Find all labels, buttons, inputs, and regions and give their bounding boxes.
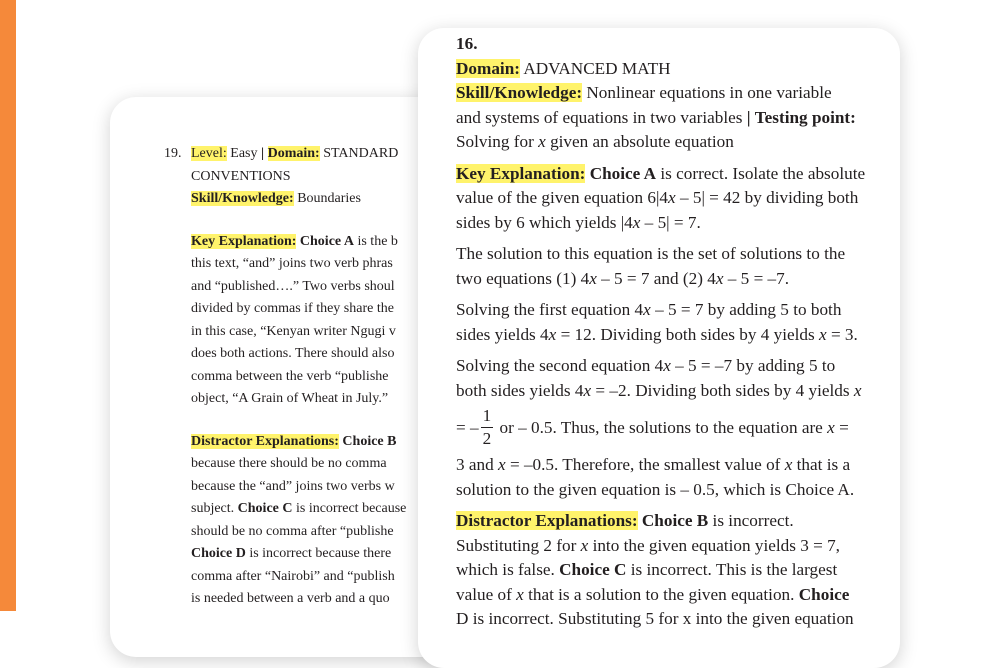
skill-label: Skill/Knowledge: <box>456 83 583 102</box>
skill-label: Skill/Knowledge: <box>191 191 294 206</box>
distractor-line: Distractor Explanations: Choice B is incorrect. <box>456 511 794 530</box>
key-explanation-label: Key Explanation: <box>456 163 586 183</box>
level-label: Level: <box>191 146 227 161</box>
skill-line: Skill/Knowledge: Boundaries <box>191 191 361 206</box>
orange-accent-stripe <box>0 0 16 611</box>
front-answer-card <box>418 28 900 668</box>
key-explanation-label: Key Explanation: <box>191 233 297 249</box>
fraction-line: = – $\frac{1}{2}$ or – 0.5. Thus, the solutions to the equation are x = <box>456 405 849 448</box>
key-explanation-line: Key Explanation: Choice A is the b <box>191 233 398 249</box>
domain-line <box>456 57 888 82</box>
testing-point-value: Solving for x given an absolute equation <box>456 132 734 151</box>
distractor-line: Distractor Explanations: Choice B <box>191 433 397 449</box>
distractor-label: Distractor Explanations: <box>456 511 638 530</box>
question-number: 16. <box>456 34 478 53</box>
domain-value: STANDARD <box>323 146 399 161</box>
testing-point-label: Testing point: <box>754 107 856 127</box>
distractor-label: Distractor Explanations: <box>191 433 339 449</box>
level-value: Easy <box>230 146 258 161</box>
fraction-one-half: $\frac{1}{2}$ <box>482 405 492 448</box>
key-explanation-line: Key Explanation: Choice A is correct. Isolate the absolute <box>456 163 866 183</box>
question-16-explanation: 16. Domain: ADVANCED MATH Skill/Knowledge: Nonlinear equations in one variable and systems of equations in two variables | Testing point: Solving for x given an absolute equation Key Explanation: Choice A is correct. Isolate the absolute value of the given equation 6|4x – 5| = 42 by dividing both sides by 6 which yields |4x – 5| = 7. The solution to this equation is the set of solutions to the two equations (1) 4x – 5 = 7 and (2) 4x – 5 = –7. Solving the first equation 4x – 5 = 7 by adding 5 to both sides yields 4x = 12. Dividing both sides by 4 yields x = 3. Solving the second equation 4x – 5 = –7 by adding 5 to both sides yields 4x = –2. Dividing both sides by 4 yields x = – $\frac{1}{2}$ or – 0.5. Thus, the solutions to the equation are x = 3 and x = –0.5. Therefore, the smallest value of x that is a solution to the given equation is – 0.5, which is Choice A. Distractor Explanations: Choice B is incorrect. Substituting 2 for x into the given equation yields 3 = 7, which is false. Choice C is incorrect. This is the largest value of x that is a solution to the given equation. Choice D is incorrect. Substituting 5 for x into the given equation <box>456 32 888 632</box>
question-number: 19. <box>164 146 182 161</box>
domain-value: ADVANCED MATH <box>523 58 671 78</box>
level-domain-line: 19. Level: Easy | Domain: STANDARD <box>164 143 464 166</box>
domain-label: Domain: <box>267 146 320 161</box>
skill-line: Skill/Knowledge: Nonlinear equations in one variable <box>456 83 832 102</box>
domain-label: Domain: <box>456 58 520 78</box>
question-19-explanation: 19. Level: Easy | Domain: STANDARD CONVENTIONS Skill/Knowledge: Boundaries Key Explanation: Choice A is the b this text, “and” joins two verb phras and “published….” Two verbs shoul divided by commas if they share the in this case, “Kenyan writer Ngugi v does both actions. There should also comma between the verb “publishe object, “A Grain of Wheat in July.” Distractor Explanations: Choice B because there should be no comma because the “and” joins two verbs w subject. Choice C is incorrect because should be no comma after “publishe Choice D is incorrect because there comma after “Nairobi” and “publish is needed between a verb and a quo <box>164 143 464 611</box>
